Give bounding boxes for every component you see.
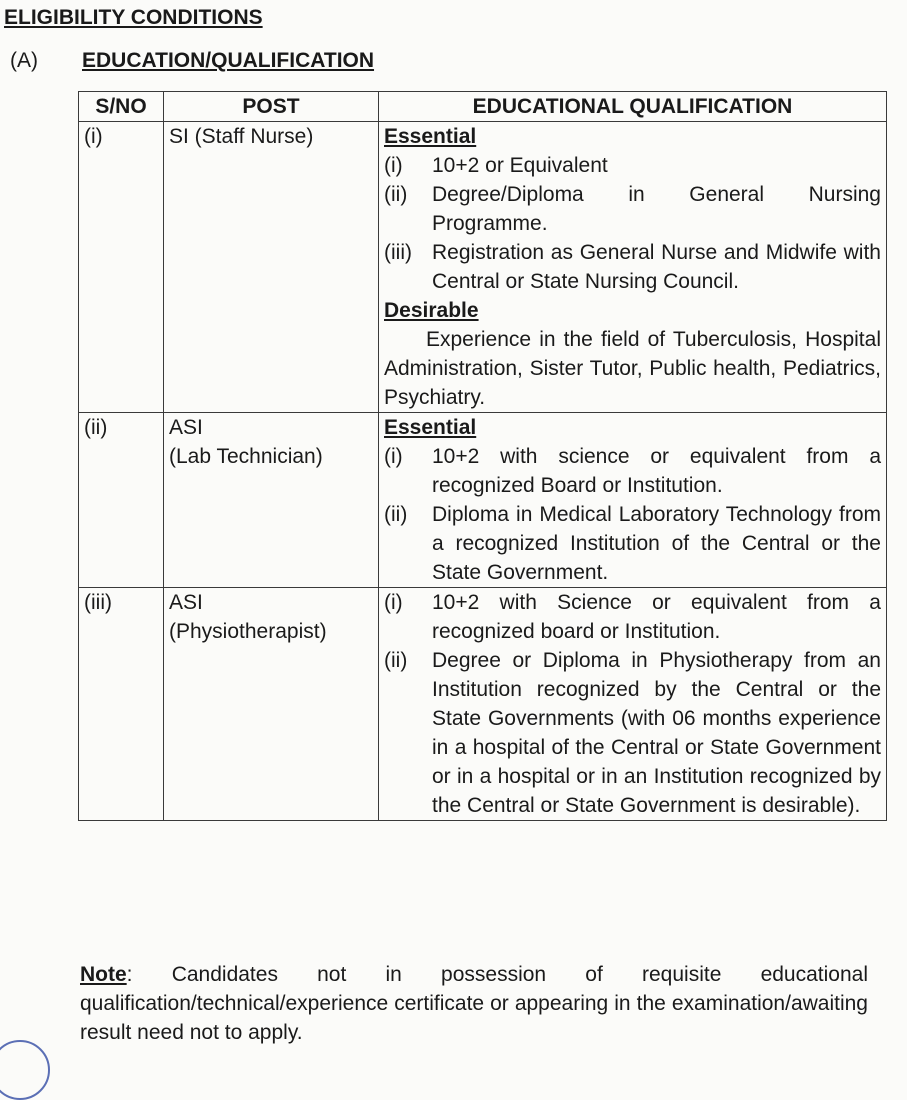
essential-label: Essential [384, 125, 477, 148]
desirable-text: Experience in the field of Tuberculosis, Hospital Administration, Sister Tutor, Public health, Pediatrics, Psychiatry. [384, 328, 881, 409]
table-row [79, 413, 887, 588]
post-line: (Physiotherapist) [169, 620, 327, 643]
post-line: (Lab Technician) [169, 445, 323, 468]
table-row [79, 588, 887, 821]
row-post [164, 588, 379, 821]
list-item [384, 238, 881, 296]
row-sno: (iii) [79, 588, 164, 821]
item-number: (i) [384, 591, 403, 614]
item-number: (ii) [384, 649, 408, 672]
item-text: Diploma in Medical Laboratory Technology from a recognized Institution of the Central or the State Government. [432, 503, 881, 584]
stamp-mark [0, 1040, 50, 1100]
note-label: Note [80, 963, 127, 986]
list-item [384, 646, 881, 820]
table-header-row [79, 92, 887, 122]
item-number: (ii) [384, 503, 408, 526]
row-sno: (ii) [79, 413, 164, 588]
section-heading [10, 49, 374, 73]
item-text: 10+2 with Science or equivalent from a recognized board or Institution. [432, 591, 881, 643]
page-heading: ELIGIBILITY CONDITIONS [4, 6, 263, 29]
item-text: 10+2 or Equivalent [432, 154, 608, 177]
table-row [79, 122, 887, 413]
row-sno: (i) [79, 122, 164, 413]
item-number: (ii) [384, 183, 408, 206]
list-item [384, 500, 881, 587]
item-number: (i) [384, 154, 403, 177]
post-line: ASI [169, 591, 203, 614]
list-item [384, 442, 881, 500]
header-qualification: EDUCATIONAL QUALIFICATION [379, 92, 887, 122]
item-number: (iii) [384, 241, 412, 264]
essential-list [384, 442, 881, 587]
list-item [384, 588, 881, 646]
essential-list [384, 151, 881, 296]
item-text: 10+2 with science or equivalent from a recognized Board or Institution. [432, 445, 881, 497]
note-paragraph [80, 960, 868, 1047]
essential-list [384, 588, 881, 820]
row-qualification [379, 588, 887, 821]
list-item [384, 180, 881, 238]
header-post: POST [164, 92, 379, 122]
item-text: Degree/Diploma in General Nursing Programme. [432, 183, 881, 235]
item-number: (i) [384, 445, 403, 468]
note-text: : Candidates not in possession of requisite educational qualification/technical/experience certificate or appearing in the examination/awaiting result need not to apply. [80, 963, 868, 1044]
row-qualification [379, 122, 887, 413]
list-item [384, 151, 881, 180]
item-text: Registration as General Nurse and Midwife with Central or State Nursing Council. [432, 241, 881, 293]
item-text: Degree or Diploma in Physiotherapy from an Institution recognized by the Central or the State Governments (with 06 months experience in a hospital of the Central or State Government or in a hospital or in an Institution recognized by the Central or State Government is desirable). [432, 649, 881, 817]
section-title: EDUCATION/QUALIFICATION [82, 49, 375, 72]
desirable-label: Desirable [384, 299, 479, 322]
post-line: ASI [169, 416, 203, 439]
header-sno: S/NO [79, 92, 164, 122]
section-label: (A) [10, 49, 38, 72]
row-post [164, 122, 379, 413]
essential-label: Essential [384, 416, 477, 439]
row-qualification [379, 413, 887, 588]
qualification-table [78, 91, 887, 821]
row-post [164, 413, 379, 588]
post-line: SI (Staff Nurse) [169, 125, 314, 148]
